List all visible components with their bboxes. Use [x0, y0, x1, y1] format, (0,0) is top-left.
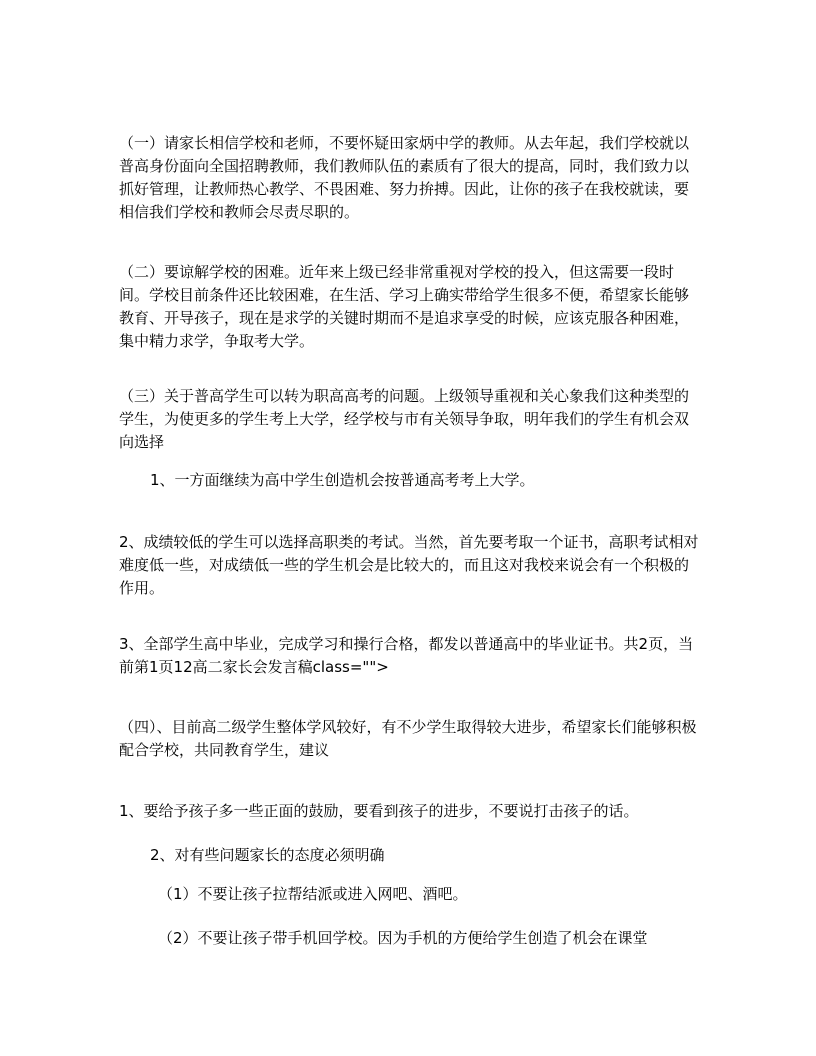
list-item-suggestion-2: 2、对有些问题家长的态度必须明确 [150, 846, 385, 864]
sub-item-1: （1）不要让孩子拉帮结派或进入网吧、酒吧。 [158, 885, 468, 903]
paragraph-study-atmosphere: （四）、目前高二级学生整体学风较好，有不少学生取得较大进步，希望家长们能够积极配合学校，共同教育学生，建议 [119, 718, 697, 759]
sub-item-2: （2）不要让孩子带手机回学校。因为手机的方便给学生创造了机会在课堂 [158, 929, 648, 947]
paragraph-vocational-exam: （三）关于普高学生可以转为职高高考的问题。上级领导重视和关心象我们这种类型的学生，为使更多的学生考上大学，经学校与市有关领导争取，明年我们的学生有机会双向选择 [119, 387, 690, 451]
paragraph-understand-difficulties: （二）要谅解学校的困难。近年来上级已经非常重视对学校的投入，但这需要一段时间。学校目前条件还比较困难，在生活、学习上确实带给学生很多不便，希望家长能够教育、开导孩子，现在是求学的关键时期而不是追求享受的时候，应该克服各种困难，集中精力求学，争取考大学。 [119, 263, 690, 350]
list-item-option-1: 1、一方面继续为高中学生创造机会按普通高考考上大学。 [150, 471, 535, 489]
list-item-option-2: 2、成绩较低的学生可以选择高职类的考试。当然，首先要考取一个证书，高职考试相对难度低一些，对成绩低一些的学生机会是比较大的，而且这对我校来说会有一个积极的作用。 [119, 533, 699, 597]
list-item-suggestion-1: 1、要给予孩子多一些正面的鼓励，要看到孩子的进步，不要说打击孩子的话。 [119, 802, 639, 820]
paragraph-trust-teachers: （一）请家长相信学校和老师，不要怀疑田家炳中学的教师。从去年起，我们学校就以普高身份面向全国招聘教师，我们教师队伍的素质有了很大的提高，同时，我们致力以抓好管理，让教师热心教学、不畏困难、努力拚搏。因此，让你的孩子在我校就读，要相信我们学校和教师会尽责尽职的。 [119, 134, 690, 221]
list-item-option-3: 3、全部学生高中毕业，完成学习和操行合格，都发以普通高中的毕业证书。共2页，当前第1页12高二家长会发言稿class=""> [119, 635, 694, 676]
